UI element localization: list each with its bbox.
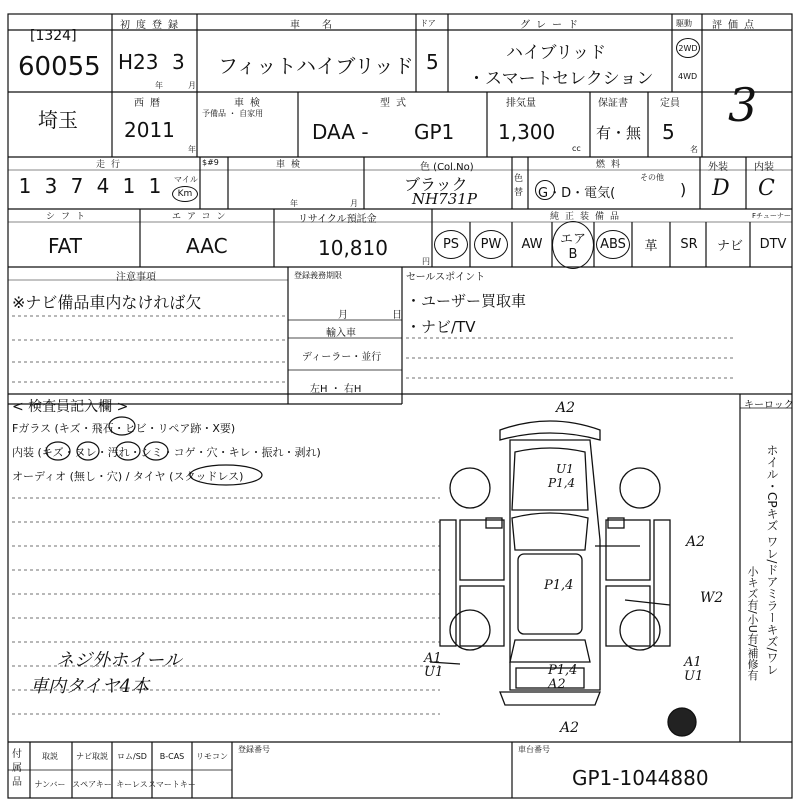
displacement: 1,300 bbox=[498, 120, 556, 144]
fuel-close: ) bbox=[680, 180, 687, 199]
model-label: 型式 bbox=[380, 98, 412, 109]
accessory-item: ナンバー bbox=[34, 779, 66, 789]
door-count: 5 bbox=[426, 50, 439, 74]
lot-number: 60055 bbox=[18, 52, 101, 82]
sdash-label: $#9 bbox=[202, 158, 219, 167]
sales-label: セールスポイント bbox=[406, 272, 486, 283]
ac-label: エアコン bbox=[172, 212, 232, 222]
equipment-item: ABS bbox=[594, 222, 632, 267]
mileage-digit: 4 bbox=[96, 174, 110, 198]
fuel-label: 燃料 bbox=[596, 160, 627, 170]
mark-roof: U1 bbox=[556, 462, 574, 476]
equipment-item: PS bbox=[432, 222, 470, 267]
handle-options: 左H ・ 右H bbox=[310, 384, 362, 395]
interior-label: 内装 bbox=[754, 162, 774, 173]
first-reg-month: 3 bbox=[172, 50, 185, 74]
accessory-item: ロム/SD bbox=[117, 751, 147, 761]
color-change: 色替 bbox=[514, 174, 524, 198]
equipment-item: DTV bbox=[759, 237, 787, 252]
first-reg-era: H23 bbox=[118, 50, 159, 74]
mark-left-rear: A1 U1 bbox=[424, 651, 444, 680]
equipment-item: SR bbox=[680, 237, 698, 252]
mark-center: P1,4 bbox=[544, 578, 574, 593]
year-unit-2: 年 bbox=[188, 145, 196, 154]
evaluation-score: 3 bbox=[728, 78, 758, 132]
displacement-unit: cc bbox=[572, 144, 581, 153]
door-label: ドア bbox=[420, 19, 436, 28]
prefecture: 埼玉 bbox=[38, 108, 78, 132]
accessory-row-2 bbox=[30, 770, 232, 798]
capacity-unit: 名 bbox=[690, 145, 698, 154]
equipment-list bbox=[432, 222, 792, 267]
lot-code: [1324] bbox=[30, 28, 77, 44]
equipment-item: PW bbox=[470, 222, 512, 267]
mark-front: A2 bbox=[556, 400, 576, 416]
reg-day-unit: 日 bbox=[392, 310, 402, 321]
western-year-label: 西暦 bbox=[134, 98, 166, 109]
shift-value: FAT bbox=[48, 234, 83, 258]
accessory-item: スペアキー bbox=[72, 779, 112, 789]
mark-rear: A2 bbox=[560, 720, 580, 736]
grade-line-1: ハイブリッド bbox=[506, 43, 607, 63]
import-label: 輸入車 bbox=[326, 328, 356, 339]
import-options: ディーラー・並行 bbox=[302, 352, 382, 363]
exterior-grade: D bbox=[712, 176, 730, 201]
grade-label: グレード bbox=[520, 20, 584, 31]
tuner-label: Fチューナー bbox=[752, 212, 791, 220]
equipment-item: AW bbox=[521, 237, 543, 252]
year-unit: 年 bbox=[155, 81, 163, 90]
drive-4wd: 4WD bbox=[678, 72, 698, 81]
inspector-line-interior: 内装 (キズ・ヌレ・汚れ・シミ・コゲ・穴・キレ・振れ・剥れ) bbox=[12, 446, 321, 459]
color-name: ブラック bbox=[404, 175, 468, 194]
warranty-label: 保証書 bbox=[598, 98, 628, 109]
recycle-fee: 10,810 bbox=[318, 236, 388, 260]
caution-label: 注意事項 bbox=[116, 272, 156, 283]
mark-roof-2: P1,4 bbox=[548, 476, 576, 490]
side-note-2: 小キズ有/小U有/補修有 bbox=[746, 566, 759, 681]
equipment-item: ナビ bbox=[716, 239, 743, 254]
inspection-label: 車検 bbox=[234, 98, 266, 109]
mileage-digit: 1 bbox=[122, 174, 136, 198]
handwritten-note-2: 車内タイヤ4本 bbox=[30, 676, 150, 697]
mileage-digits bbox=[12, 174, 168, 198]
fuel-other: その他 bbox=[640, 173, 664, 182]
month-unit: 月 bbox=[188, 81, 196, 90]
warranty-value: 有・無 bbox=[596, 124, 642, 142]
sales-point: ・ユーザー買取車 bbox=[406, 292, 527, 310]
equipment-item: 革 bbox=[644, 239, 658, 254]
equipment-item: エアB bbox=[552, 222, 594, 267]
recycle-label: リサイクル預託金 bbox=[298, 214, 377, 225]
shift-label: シフト bbox=[46, 212, 92, 222]
western-year: 2011 bbox=[124, 118, 175, 142]
car-name: フィットハイブリッド bbox=[218, 54, 414, 78]
handwritten-note-1: ネジ外ホイール bbox=[56, 650, 182, 671]
score-label: 評価点 bbox=[712, 20, 760, 31]
displacement-label: 排気量 bbox=[506, 98, 536, 109]
mark-right-rear: W2 bbox=[700, 590, 724, 606]
recycle-unit: 円 bbox=[422, 257, 430, 266]
reg-deadline-label: 登録義務期限 bbox=[294, 271, 342, 280]
inspection-date-label: 車検 bbox=[276, 160, 307, 170]
accessory-item: 取説 bbox=[42, 751, 58, 761]
color-code: NH731P bbox=[412, 190, 477, 208]
reg-month-unit: 月 bbox=[338, 310, 348, 321]
chassis-number: GP1-1044880 bbox=[572, 766, 709, 790]
capacity: 5 bbox=[662, 120, 675, 144]
first-reg-label: 初度登録 bbox=[120, 20, 184, 31]
mark-rear-center: P1,4 A2 bbox=[548, 663, 578, 692]
inspector-title: < 検査員記入欄 > bbox=[12, 399, 129, 415]
mile-unit: マイル bbox=[174, 175, 198, 184]
inspection-month-unit: 月 bbox=[350, 199, 358, 208]
drive-label: 駆動 bbox=[676, 19, 692, 28]
inspector-line-glass: Fガラス (キズ・飛石・ヒビ・リペア跡・X要) bbox=[12, 422, 236, 435]
caution-text: ※ナビ備品車内なければ欠 bbox=[12, 293, 202, 312]
inspector-line-audio-tire: オーディオ (無し・穴) / タイヤ (スタッドレス) bbox=[12, 470, 244, 483]
fuel-g-circle bbox=[535, 180, 555, 200]
accessory-item: ナビ取説 bbox=[76, 751, 108, 761]
chassis-label: 車台番号 bbox=[518, 745, 550, 754]
accessory-item: B-CAS bbox=[159, 751, 185, 761]
inspector-circles bbox=[0, 410, 440, 490]
ac-value: AAC bbox=[186, 234, 228, 258]
equipment-label: 純正装備品 bbox=[550, 212, 626, 222]
car-name-label: 車 名 bbox=[290, 20, 338, 31]
mark-rear-right: A1 U1 bbox=[684, 655, 704, 684]
accessory-item: キーレス bbox=[116, 779, 148, 789]
interior-grade: C bbox=[758, 176, 775, 201]
side-note: ホイル・CPキズ ワレ/ドアミラーキズ/ワレ bbox=[765, 444, 779, 676]
inspection-note: 予備品 ・ 自家用 bbox=[202, 109, 264, 118]
mileage-label: 走行 bbox=[96, 160, 127, 170]
exterior-label: 外装 bbox=[708, 162, 728, 173]
capacity-label: 定員 bbox=[660, 98, 680, 109]
fuel-options: G・D・電気( bbox=[538, 186, 616, 201]
sales-point: ・ナビ/TV bbox=[406, 318, 476, 336]
accessory-item: リモコン bbox=[196, 751, 228, 761]
accessory-label: 付属品 bbox=[12, 749, 22, 788]
mileage-digit: 7 bbox=[70, 174, 84, 198]
mileage-digit: 1 bbox=[18, 174, 32, 198]
mileage-digit: 1 bbox=[148, 174, 162, 198]
model-code: GP1 bbox=[414, 120, 455, 144]
reg-number-label: 登録番号 bbox=[238, 745, 270, 754]
mileage-digit: 3 bbox=[44, 174, 58, 198]
accessory-item: スマートキー bbox=[148, 779, 196, 789]
inspection-year-unit: 年 bbox=[290, 199, 298, 208]
grade-line-2: ・スマートセレクション bbox=[468, 69, 654, 89]
color-label: 色 (Col.No) bbox=[420, 162, 474, 173]
mark-right-door: A2 bbox=[686, 534, 706, 550]
drive-2wd-circled: 2WD bbox=[676, 38, 700, 58]
accessory-row-1 bbox=[30, 742, 232, 770]
km-unit-circled: Km bbox=[172, 186, 198, 202]
key-lock-label: キーロック bbox=[744, 400, 794, 411]
model-prefix: DAA - bbox=[312, 120, 369, 144]
